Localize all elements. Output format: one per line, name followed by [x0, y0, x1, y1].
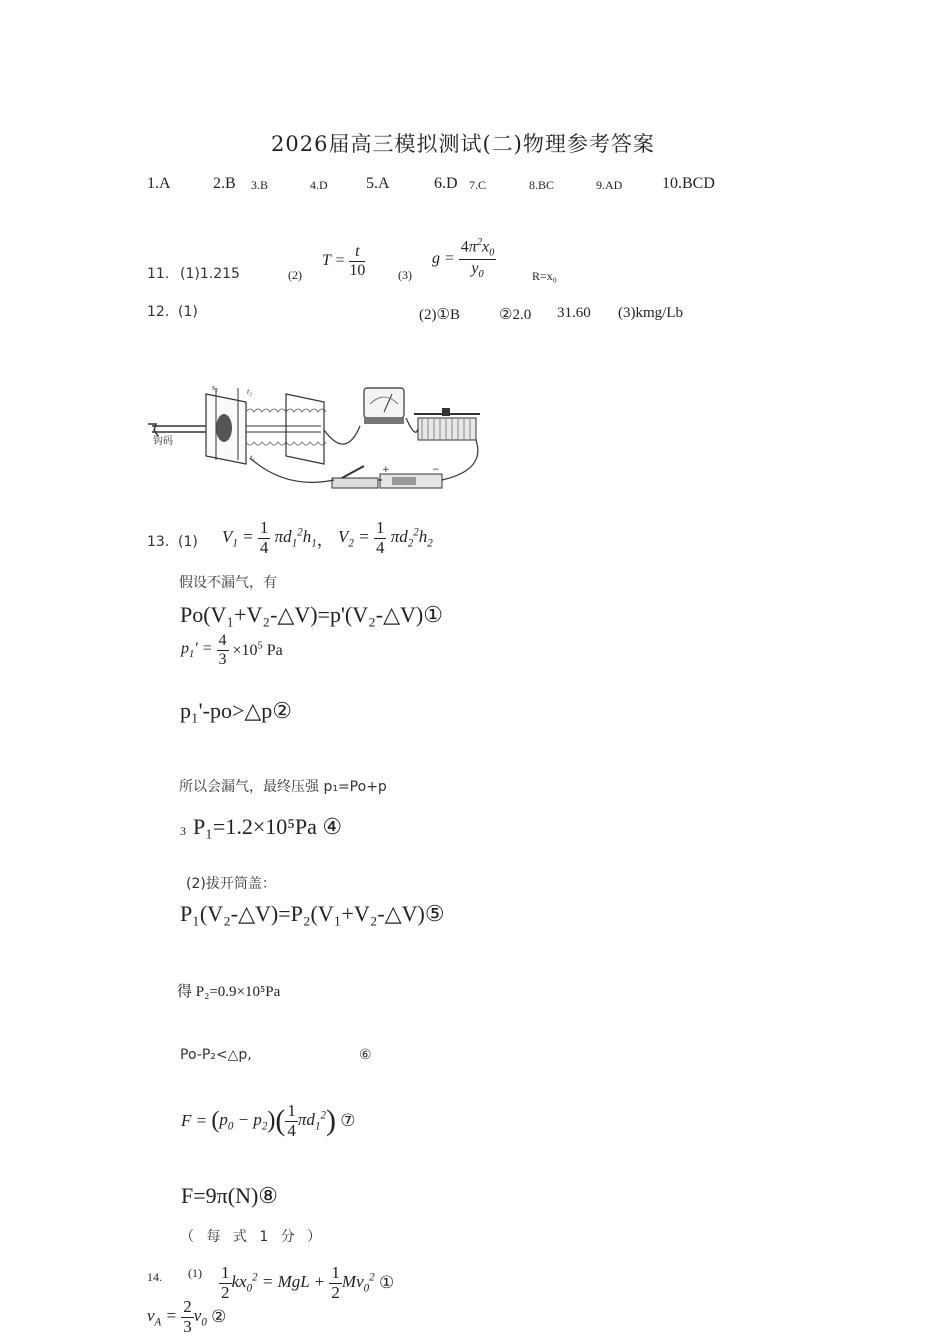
- q13-part1-label: (1): [178, 534, 198, 550]
- q13-assumption: 假设不漏气，有: [179, 575, 277, 591]
- q12-part2c: 31.60: [557, 305, 591, 321]
- answer-4: 4.D: [310, 178, 328, 192]
- answer-1: 1.A: [147, 175, 171, 192]
- battery-icon: [380, 465, 442, 488]
- q13-equation-4: P₁=1.2×10⁵Pa ④: [193, 814, 343, 839]
- answer-10: 10.BCD: [662, 175, 715, 192]
- q14-mark-2: ②: [211, 1307, 227, 1327]
- q11-period-formula: T = $\frac{t}{10}$: [322, 243, 366, 279]
- q13-mark-7: ⑦: [340, 1111, 356, 1131]
- q13-equation-8: F=9π(N)⑧: [181, 1183, 279, 1208]
- q11-number: 11.: [147, 266, 170, 282]
- answer-6: 6.D: [434, 175, 458, 192]
- answer-8: 8.BC: [529, 178, 555, 192]
- q12-part1-label: (1): [178, 304, 198, 320]
- q12-number: 12.: [147, 304, 170, 320]
- q12-part2: (2)①B: [419, 307, 460, 323]
- answer-7: 7.C: [469, 178, 487, 192]
- q13-score-note: （ 每 式 1 分 ）: [180, 1229, 326, 1245]
- q13-number: 13.: [147, 534, 170, 550]
- circuit-diagram: [146, 380, 486, 495]
- q13-leak-text: 所以会漏气，最终压强 p₁=Po+p: [179, 779, 387, 795]
- q11-gravity-formula: g = $\frac{4\pi^2x_0}{y_0}$: [432, 237, 495, 281]
- q13-pressure-formula: $p_1'$ = $\frac{4}{3}$ $\times 10^5$ Pa: [181, 632, 283, 668]
- svg-text:+: +: [382, 465, 390, 475]
- q13-result-p2: 得 P₂=0.9×10⁵Pa: [177, 984, 281, 1000]
- q14-mark-1: ①: [378, 1273, 395, 1293]
- q13-equation-5: P₁(V₂-△V)=P₂(V₁+V₂-△V)⑤: [180, 901, 445, 926]
- svg-text:t₂: t₂: [247, 387, 253, 396]
- hole-icon: [216, 414, 232, 442]
- q11-part2-label: (2): [288, 268, 302, 282]
- q12-part3: (3)kmg/Lb: [618, 305, 683, 321]
- answer-9: 9.AD: [596, 178, 623, 192]
- q14-number: 14.: [147, 1270, 162, 1284]
- q12-part2b: ②2.0: [499, 307, 532, 323]
- answer-5: 5.A: [366, 175, 390, 192]
- q13-equation-3: p₁'-po>△p②: [180, 698, 293, 723]
- q13-equation-1: Po(V₁+V₂-△V)=p'(V₂-△V)①: [180, 602, 443, 627]
- rheostat-icon: [414, 408, 480, 440]
- q13-force-formula: $F = (p_0 - p_2)$( $\frac{1}{4}$ $\pi d_1^2$) ⑦: [181, 1101, 356, 1140]
- svg-text:s₂: s₂: [212, 383, 218, 392]
- q13-volume-formulas: $V_1$ = $\frac{1}{4}$ $\pi d_1^2h_1$， $V_2$ = $\frac{1}{4}$ $\pi d_2^2h_2$: [222, 518, 433, 557]
- svg-text:t₁: t₁: [250, 453, 256, 462]
- q14-velocity-formula: $v_A$ = $\frac{2}{3}$ $v_0$ ②: [147, 1297, 227, 1336]
- meter-icon: [364, 388, 404, 418]
- switch-icon: [332, 466, 378, 488]
- q11-note: R=x₀: [532, 269, 557, 283]
- svg-text:−: −: [432, 465, 440, 475]
- q14-part1-label: (1): [188, 1266, 202, 1280]
- q13-part2-label: (2)拔开筒盖：: [186, 876, 276, 892]
- weight-label: 钩码: [153, 436, 173, 447]
- q13-mark-6: ⑥: [359, 1047, 372, 1063]
- q13-inequality-6: Po-P₂<△p,: [180, 1047, 252, 1063]
- right-plate: [286, 394, 324, 464]
- page-title: 2026届高三模拟测试(二)物理参考答案: [271, 132, 655, 156]
- answer-2: 2.B: [213, 175, 236, 192]
- answer-3: 3.B: [251, 178, 269, 192]
- q11-part3-label: (3): [398, 268, 412, 282]
- q13-eq4-prefix: 3: [180, 824, 186, 838]
- q11-part1: (1)1.215: [180, 266, 240, 282]
- q14-energy-formula: $\frac{1}{2}$ $kx_0^2$ = MgL + $\frac{1}{2}$ $Mv_0^2$ ①: [221, 1263, 395, 1302]
